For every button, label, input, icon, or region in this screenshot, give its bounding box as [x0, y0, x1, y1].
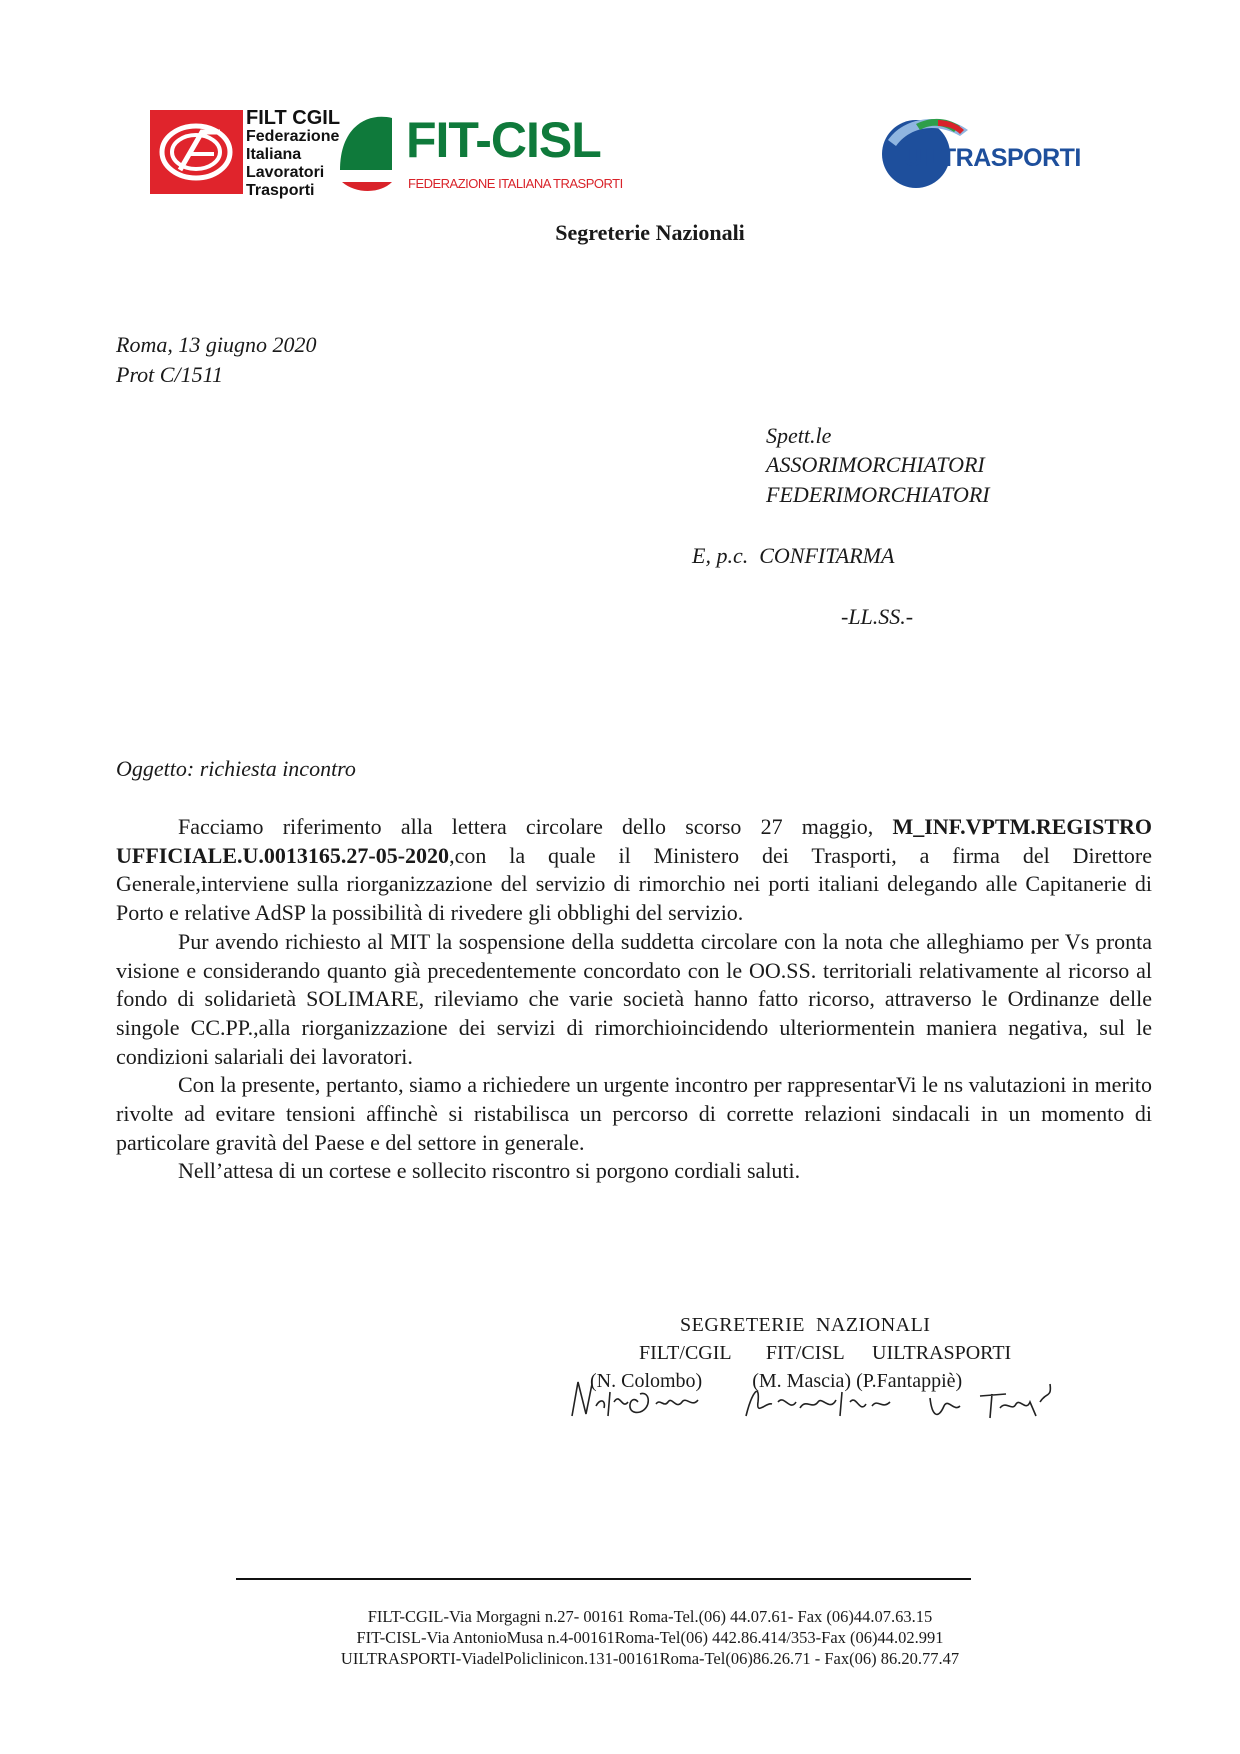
page-heading: Segreterie Nazionali [555, 220, 745, 245]
filt-wings-icon [150, 110, 243, 194]
signature-mascia [746, 1391, 890, 1416]
cc-recipient: E, p.c. CONFITARMA [692, 543, 895, 568]
footer-line: FIT-CISL-Via AntonioMusa n.4-00161Roma-Tel(06) 442.86.414/353-Fax (06)44.02.991 [356, 1628, 944, 1647]
body-paragraph [116, 813, 1152, 928]
filt-cgil-logo-text [246, 108, 340, 200]
llss-note: -LL.SS.- [841, 604, 914, 629]
body-text: ,con la quale il Ministero dei Trasporti, a firma del Direttore Generale,interviene sulla riorganizzazione del servizio di rimorchio nei porti italiani delegando alle Capitanerie di Porto e relative AdSP la possibilità di rivedere gli obblighi del servizio. [116, 842, 1152, 926]
filt-logo-line: Trasporti [246, 182, 315, 199]
filt-logo-line: Lavoratori [246, 164, 325, 181]
filt-logo-line: FILT CGIL [246, 107, 341, 129]
recipient-line: Spett.le [766, 423, 832, 448]
footer-line: UILTRASPORTI-ViadelPoliclinicon.131-00161Roma-Tel(06)86.26.71 - Fax(06) 86.20.77.47 [340, 1649, 960, 1668]
signature-fantappie [930, 1384, 1050, 1418]
filt-logo-line: Federazione [246, 128, 340, 145]
signature-colombo [572, 1382, 698, 1416]
signature-names: (N. Colombo) (M. Mascia) (P.Fantappiè) [590, 1370, 963, 1392]
letter-date: Roma, 13 giugno 2020 [116, 332, 317, 357]
signature-orgs: FILT/CGIL FIT/CISL UILTRASPORTI [639, 1342, 1012, 1364]
recipient-line: ASSORIMORCHIATORI [766, 452, 985, 477]
body-paragraph: Nell’attesa di un cortese e sollecito riscontro si porgono cordiali saluti. [178, 1158, 801, 1184]
uil-logo-name: UILTRASPORTI [904, 144, 1081, 172]
footer-line: FILT-CGIL-Via Morgagni n.27- 00161 Roma-Tel.(06) 44.07.61- Fax (06)44.07.63.15 [367, 1607, 933, 1626]
cisl-flag-icon [336, 108, 396, 194]
signature-header: SEGRETERIE NAZIONALI [680, 1314, 931, 1336]
cisl-logo-subtitle: FEDERAZIONE ITALIANA TRASPORTI [408, 176, 623, 191]
protocol-number: Prot C/1511 [116, 362, 223, 387]
body-paragraph: Pur avendo richiesto al MIT la sospensione della suddetta circolare con la nota che alleghiamo per Vs pronta visione e considerando quanto già precedentemente concordato con le OO.SS. territoriali relativamente al ricorso al fondo di solidarietà SOLIMARE, rileviamo che varie società hanno fatto ricorso, attraverso le Ordinanze delle singole CC.PP.,alla riorganizzazione dei servizi di rimorchioincidendo ulteriormentein maniera negativa, sul le condizioni salariali dei lavoratori. [116, 928, 1152, 1069]
filt-cgil-logo-mark [150, 110, 243, 194]
cisl-logo-name: FIT-CISL [406, 112, 601, 168]
body-text: Facciamo riferimento alla lettera circolare dello scorso 27 maggio, [178, 814, 893, 839]
circular-reference: M_INF.VPTM.REGISTRO UFFICIALE.U.0013165.27-05-2020 [116, 814, 1152, 868]
handwritten-signatures [560, 1372, 1100, 1428]
letter-subject: Oggetto: richiesta incontro [116, 756, 356, 781]
recipient-line: FEDERIMORCHIATORI [766, 482, 990, 507]
letter-body [116, 813, 1152, 1186]
footer-divider [236, 1578, 971, 1580]
body-paragraph: Con la presente, pertanto, siamo a richiedere un urgente incontro per rappresentarVi le ns valutazioni in merito rivolte ad evitare tensioni affinchè si ristabilisca un percorso di corrette relazioni sindacali in un momento di particolare gravità del Paese e del settore in generale. [116, 1072, 1152, 1155]
filt-logo-line: Italiana [246, 146, 302, 163]
footer-addresses [0, 1606, 1240, 1669]
